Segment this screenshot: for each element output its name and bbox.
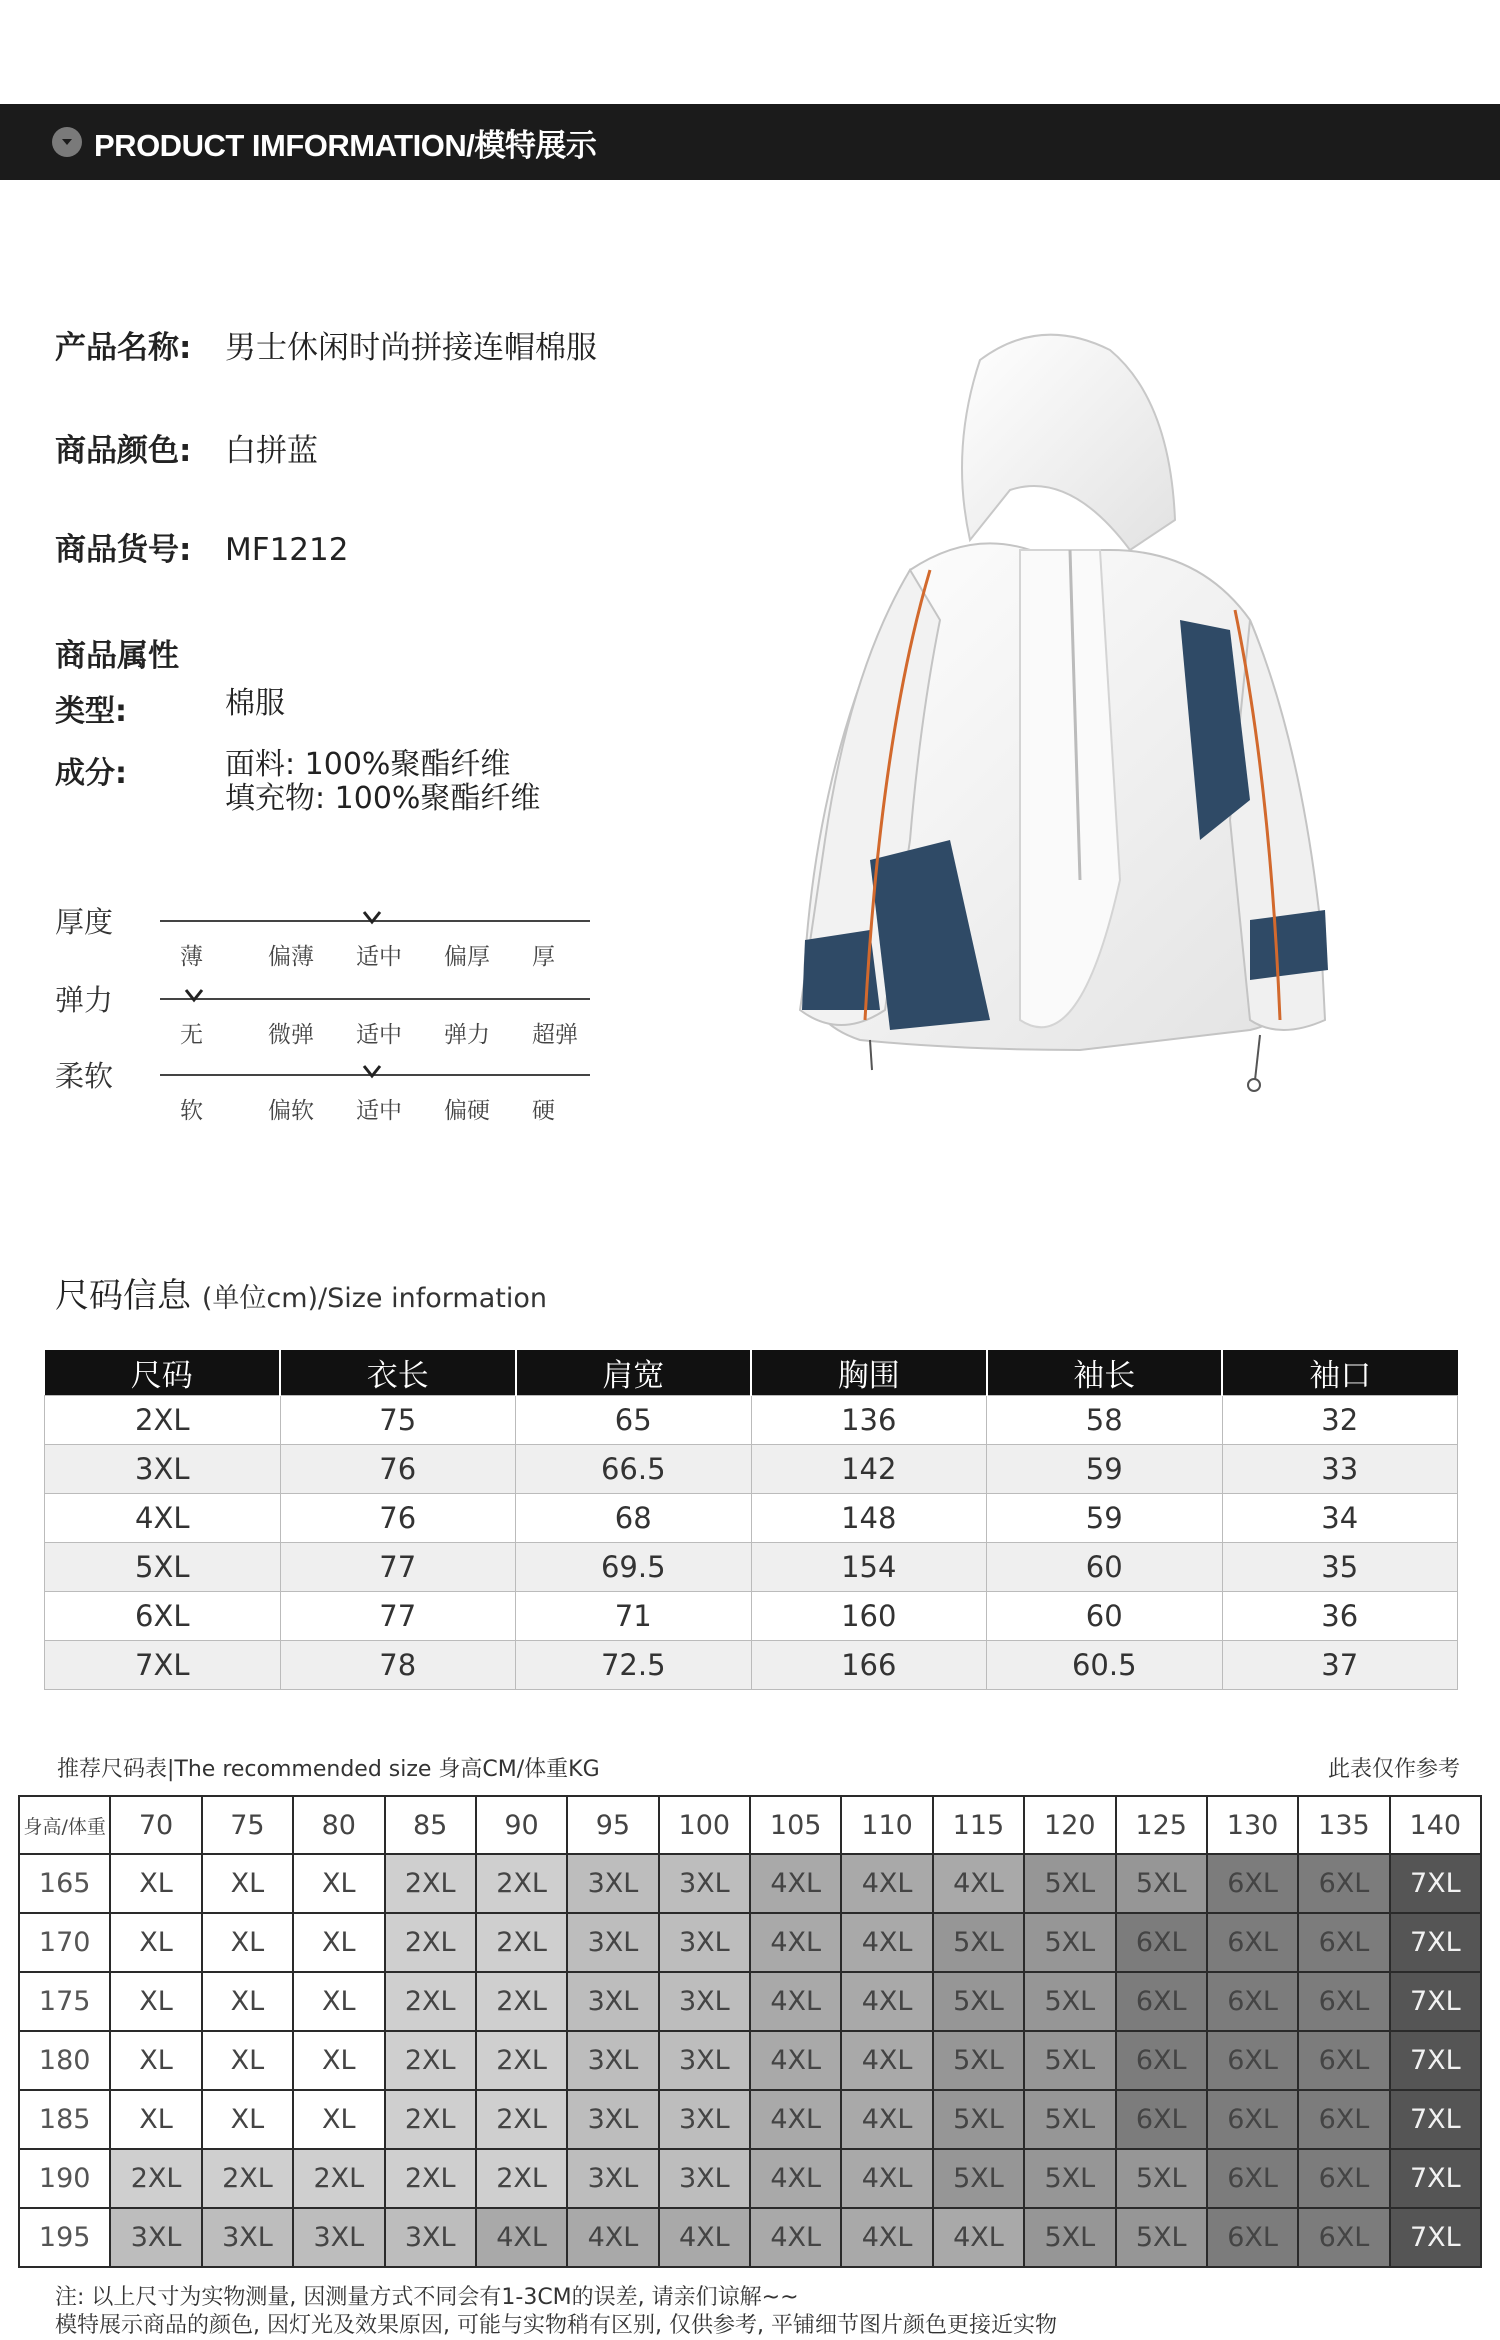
recommended-size-cell: 7XL <box>1390 2208 1481 2267</box>
recommended-size-cell: XL <box>293 1854 384 1913</box>
recommended-size-cell: 7XL <box>1390 2149 1481 2208</box>
size-table-cell: 160 <box>751 1592 987 1641</box>
scale-option: 适中 <box>356 1098 402 1124</box>
recommended-size-cell: 5XL <box>933 1913 1024 1972</box>
recommended-size-cell: 7XL <box>1390 1854 1481 1913</box>
recommended-size-cell: 7XL <box>1390 2090 1481 2149</box>
weight-header: 85 <box>385 1796 476 1854</box>
recommended-size-cell: 6XL <box>1116 2031 1207 2090</box>
recommended-size-cell: 5XL <box>1024 2149 1115 2208</box>
scale-line <box>160 998 590 1000</box>
weight-header: 115 <box>933 1796 1024 1854</box>
recommended-size-cell: 5XL <box>933 2149 1024 2208</box>
elasticity-scale <box>55 978 595 1048</box>
size-col-header: 尺码 <box>45 1350 281 1396</box>
recommended-size-cell: 3XL <box>659 1913 750 1972</box>
height-cell: 175 <box>19 1972 110 2031</box>
recommended-size-cell: 4XL <box>933 1854 1024 1913</box>
recommended-size-cell: 5XL <box>1116 2208 1207 2267</box>
product-attributes-heading: 商品属性 <box>55 638 179 674</box>
composition-filling: 填充物: 100%聚酯纤维 <box>225 781 541 816</box>
size-table-cell: 71 <box>516 1592 752 1641</box>
recommended-size-cell: XL <box>110 1913 201 1972</box>
recommended-size-cell: XL <box>202 1972 293 2031</box>
recommended-size-cell: 4XL <box>476 2208 567 2267</box>
recommended-size-cell: 4XL <box>841 2090 932 2149</box>
product-name-value: 男士休闲时尚拼接连帽棉服 <box>225 330 597 366</box>
size-table-cell: 32 <box>1222 1396 1458 1445</box>
recommended-size-cell: 4XL <box>933 2208 1024 2267</box>
size-table-cell: 59 <box>987 1445 1223 1494</box>
size-table-row <box>45 1396 1458 1445</box>
product-jacket-image <box>780 320 1340 1100</box>
composition-fabric: 面料: 100%聚酯纤维 <box>225 747 511 782</box>
footer-notes <box>55 2284 1057 2340</box>
scale-marker-icon <box>362 910 382 924</box>
product-type-value: 棉服 <box>225 686 285 721</box>
recommended-size-cell: 5XL <box>1024 2031 1115 2090</box>
recommended-row <box>19 1854 1481 1913</box>
scale-option: 微弹 <box>268 1022 314 1048</box>
recommended-size-cell: 4XL <box>750 1854 841 1913</box>
recommended-size-cell: 6XL <box>1298 1972 1389 2031</box>
recommended-size-cell: 4XL <box>750 2208 841 2267</box>
size-table-row <box>45 1641 1458 1690</box>
scale-option: 适中 <box>356 944 402 970</box>
recommended-size-cell: 4XL <box>841 2149 932 2208</box>
recommended-size-cell: 2XL <box>293 2149 384 2208</box>
recommended-size-cell: 2XL <box>476 2031 567 2090</box>
recommended-size-cell: 6XL <box>1298 1913 1389 1972</box>
size-col-header: 衣长 <box>280 1350 516 1396</box>
scale-label: 柔软 <box>55 1059 114 1093</box>
recommended-row <box>19 2090 1481 2149</box>
size-table-cell: 60 <box>987 1592 1223 1641</box>
recommended-size-cell: XL <box>202 2031 293 2090</box>
size-table-cell: 2XL <box>45 1396 281 1445</box>
recommended-size-cell: 3XL <box>567 1913 658 1972</box>
weight-header: 130 <box>1207 1796 1298 1854</box>
recommended-size-cell: 7XL <box>1390 2031 1481 2090</box>
footer-note-1: 注: 以上尺寸为实物测量, 因测量方式不同会有1-3CM的误差, 请亲们谅解~~ <box>55 2285 799 2310</box>
product-sku-value: MF1212 <box>225 532 349 568</box>
scale-option: 偏软 <box>268 1098 314 1124</box>
size-table-cell: 166 <box>751 1641 987 1690</box>
size-table-cell: 77 <box>280 1592 516 1641</box>
size-table-cell: 72.5 <box>516 1641 752 1690</box>
recommended-size-cell: 4XL <box>750 1913 841 1972</box>
size-info-subtitle: (单位cm)/Size information <box>201 1283 547 1314</box>
recommended-size-cell: XL <box>293 1972 384 2031</box>
size-table-row <box>45 1445 1458 1494</box>
recommended-size-cell: 5XL <box>1024 2208 1115 2267</box>
recommended-size-cell: 3XL <box>567 1854 658 1913</box>
scale-option: 偏厚 <box>444 944 490 970</box>
height-cell: 190 <box>19 2149 110 2208</box>
recommended-size-cell: XL <box>293 2031 384 2090</box>
weight-header: 135 <box>1298 1796 1389 1854</box>
recommended-size-cell: 3XL <box>567 2149 658 2208</box>
recommended-size-cell: XL <box>110 1854 201 1913</box>
size-table-cell: 33 <box>1222 1445 1458 1494</box>
recommended-size-cell: 6XL <box>1298 2090 1389 2149</box>
size-table-cell: 59 <box>987 1494 1223 1543</box>
recommended-size-cell: 3XL <box>385 2208 476 2267</box>
size-table <box>44 1350 1458 1690</box>
recommended-size-cell: 3XL <box>567 2090 658 2149</box>
product-type-label: 类型: <box>55 694 127 729</box>
recommended-size-cell: 3XL <box>293 2208 384 2267</box>
size-table-cell: 136 <box>751 1396 987 1445</box>
recommended-size-cell: 4XL <box>750 1972 841 2031</box>
height-cell: 185 <box>19 2090 110 2149</box>
size-table-cell: 60 <box>987 1543 1223 1592</box>
scale-option: 适中 <box>356 1022 402 1048</box>
product-color-label: 商品颜色: <box>55 433 192 469</box>
size-col-header: 袖口 <box>1222 1350 1458 1396</box>
product-type-row <box>55 686 285 730</box>
size-table-cell: 154 <box>751 1543 987 1592</box>
recommended-size-cell: 6XL <box>1207 2149 1298 2208</box>
scale-option: 偏硬 <box>444 1098 490 1124</box>
recommended-size-cell: 3XL <box>659 2090 750 2149</box>
recommended-corner: 身高/体重 <box>19 1796 110 1854</box>
weight-header: 100 <box>659 1796 750 1854</box>
recommended-size-cell: 6XL <box>1298 2149 1389 2208</box>
recommended-size-cell: 6XL <box>1207 1854 1298 1913</box>
recommended-size-cell: 2XL <box>110 2149 201 2208</box>
recommended-size-cell: 4XL <box>841 2031 932 2090</box>
chevron-down-circle-icon <box>52 127 82 157</box>
size-table-cell: 5XL <box>45 1543 281 1592</box>
scale-option: 偏薄 <box>268 944 314 970</box>
size-table-cell: 60.5 <box>987 1641 1223 1690</box>
size-table-cell: 65 <box>516 1396 752 1445</box>
recommended-size-cell: 2XL <box>385 2031 476 2090</box>
height-cell: 180 <box>19 2031 110 2090</box>
size-table-cell: 142 <box>751 1445 987 1494</box>
recommended-row <box>19 1972 1481 2031</box>
scale-option: 薄 <box>180 944 203 970</box>
scale-option: 厚 <box>532 944 555 970</box>
scale-option: 无 <box>180 1022 203 1048</box>
recommended-row <box>19 2208 1481 2267</box>
weight-header: 110 <box>841 1796 932 1854</box>
recommended-size-cell: XL <box>110 2090 201 2149</box>
scale-option: 弹力 <box>444 1022 490 1048</box>
size-table-cell: 76 <box>280 1494 516 1543</box>
recommended-size-cell: 7XL <box>1390 1972 1481 2031</box>
recommended-size-cell: 4XL <box>750 2031 841 2090</box>
scale-label: 厚度 <box>55 905 114 939</box>
recommended-size-cell: 6XL <box>1207 2090 1298 2149</box>
recommended-size-cell: 4XL <box>841 1972 932 2031</box>
size-table-cell: 148 <box>751 1494 987 1543</box>
weight-header: 105 <box>750 1796 841 1854</box>
weight-header: 75 <box>202 1796 293 1854</box>
recommended-row <box>19 1913 1481 1972</box>
recommended-size-cell: 3XL <box>659 1854 750 1913</box>
recommended-size-cell: 3XL <box>567 1972 658 2031</box>
recommended-size-cell: 6XL <box>1207 2208 1298 2267</box>
weight-header: 140 <box>1390 1796 1481 1854</box>
size-table-cell: 69.5 <box>516 1543 752 1592</box>
recommended-size-cell: 4XL <box>841 2208 932 2267</box>
recommended-size-cell: 5XL <box>1024 1854 1115 1913</box>
recommended-size-cell: 3XL <box>659 1972 750 2031</box>
recommended-size-cell: 2XL <box>385 2090 476 2149</box>
size-col-header: 胸围 <box>751 1350 987 1396</box>
recommended-size-cell: 2XL <box>476 1972 567 2031</box>
size-table-cell: 6XL <box>45 1592 281 1641</box>
recommended-size-cell: 6XL <box>1298 2031 1389 2090</box>
size-table-row <box>45 1592 1458 1641</box>
weight-header: 80 <box>293 1796 384 1854</box>
recommended-size-cell: XL <box>110 2031 201 2090</box>
recommended-size-cell: 3XL <box>659 2149 750 2208</box>
recommended-size-cell: 4XL <box>750 2090 841 2149</box>
recommended-size-cell: 2XL <box>385 1972 476 2031</box>
product-color-value: 白拼蓝 <box>225 433 318 469</box>
recommended-size-cell: 3XL <box>659 2031 750 2090</box>
size-table-cell: 68 <box>516 1494 752 1543</box>
weight-header: 125 <box>1116 1796 1207 1854</box>
recommended-size-cell: 6XL <box>1116 2090 1207 2149</box>
product-name-label: 产品名称: <box>55 330 192 366</box>
recommended-size-cell: 2XL <box>385 1854 476 1913</box>
recommended-size-cell: 5XL <box>933 2090 1024 2149</box>
recommended-size-cell: XL <box>202 1854 293 1913</box>
size-table-cell: 34 <box>1222 1494 1458 1543</box>
section-title: PRODUCT IMFORMATION/模特展示 <box>94 127 597 163</box>
weight-header: 70 <box>110 1796 201 1854</box>
recommended-size-cell: 2XL <box>385 2149 476 2208</box>
size-table-cell: 36 <box>1222 1592 1458 1641</box>
recommended-size-cell: 4XL <box>750 2149 841 2208</box>
thickness-scale <box>55 900 595 970</box>
recommended-size-cell: 5XL <box>1116 2149 1207 2208</box>
height-cell: 170 <box>19 1913 110 1972</box>
recommended-size-cell: 6XL <box>1207 1972 1298 2031</box>
section-header <box>0 104 1500 180</box>
product-name-row <box>55 322 597 367</box>
size-table-cell: 75 <box>280 1396 516 1445</box>
recommended-size-cell: XL <box>202 1913 293 1972</box>
recommended-size-cell: 6XL <box>1116 1913 1207 1972</box>
weight-header: 90 <box>476 1796 567 1854</box>
size-table-cell: 76 <box>280 1445 516 1494</box>
weight-header: 120 <box>1024 1796 1115 1854</box>
scale-marker-icon <box>362 1064 382 1078</box>
recommended-size-cell: 6XL <box>1207 2031 1298 2090</box>
recommended-size-cell: 2XL <box>476 2090 567 2149</box>
size-table-cell: 4XL <box>45 1494 281 1543</box>
recommended-size-cell: XL <box>293 1913 384 1972</box>
scale-option: 软 <box>180 1098 203 1124</box>
recommended-title: 推荐尺码表|The recommended size 身高CM/体重KG <box>57 1757 600 1782</box>
recommended-size-cell: 4XL <box>659 2208 750 2267</box>
recommended-size-cell: 6XL <box>1116 1972 1207 2031</box>
recommended-row <box>19 2149 1481 2208</box>
recommended-header-row <box>19 1796 1481 1854</box>
height-cell: 195 <box>19 2208 110 2267</box>
product-sku-label: 商品货号: <box>55 532 192 568</box>
recommended-size-cell: 5XL <box>1024 1972 1115 2031</box>
recommended-size-cell: 4XL <box>841 1854 932 1913</box>
size-table-cell: 66.5 <box>516 1445 752 1494</box>
recommended-size-cell: 4XL <box>567 2208 658 2267</box>
recommended-row <box>19 2031 1481 2090</box>
height-cell: 165 <box>19 1854 110 1913</box>
size-table-cell: 77 <box>280 1543 516 1592</box>
size-info-title-text: 尺码信息 <box>55 1276 191 1316</box>
size-table-row <box>45 1494 1458 1543</box>
size-table-cell: 58 <box>987 1396 1223 1445</box>
scale-marker-icon <box>184 988 204 1002</box>
recommended-size-cell: XL <box>110 1972 201 2031</box>
recommended-size-cell: 6XL <box>1298 2208 1389 2267</box>
recommended-note: 此表仅作参考 <box>1327 1757 1460 1782</box>
recommended-size-cell: 2XL <box>476 1854 567 1913</box>
recommended-size-cell: 2XL <box>476 1913 567 1972</box>
recommended-size-cell: 5XL <box>1116 1854 1207 1913</box>
recommended-size-cell: 2XL <box>202 2149 293 2208</box>
recommended-size-cell: 5XL <box>933 2031 1024 2090</box>
product-composition-row <box>55 748 540 816</box>
recommended-size-cell: XL <box>202 2090 293 2149</box>
recommended-size-cell: 5XL <box>1024 1913 1115 1972</box>
size-table-cell: 7XL <box>45 1641 281 1690</box>
size-table-row <box>45 1543 1458 1592</box>
recommended-size-cell: 5XL <box>1024 2090 1115 2149</box>
recommended-size-cell: 5XL <box>933 1972 1024 2031</box>
recommended-size-cell: 3XL <box>202 2208 293 2267</box>
size-info-title <box>55 1268 547 1317</box>
recommended-size-cell: 6XL <box>1207 1913 1298 1972</box>
product-sku-row <box>55 524 348 569</box>
size-table-cell: 37 <box>1222 1641 1458 1690</box>
size-table-cell: 3XL <box>45 1445 281 1494</box>
recommended-size-table <box>18 1795 1482 2268</box>
size-table-cell: 78 <box>280 1641 516 1690</box>
recommended-size-cell: XL <box>293 2090 384 2149</box>
size-table-cell: 35 <box>1222 1543 1458 1592</box>
softness-scale <box>55 1054 595 1124</box>
scale-option: 超弹 <box>532 1022 578 1048</box>
recommended-size-cell: 3XL <box>567 2031 658 2090</box>
scale-label: 弹力 <box>55 983 114 1017</box>
recommended-size-cell: 2XL <box>385 1913 476 1972</box>
size-col-header: 袖长 <box>987 1350 1223 1396</box>
recommended-size-cell: 3XL <box>110 2208 201 2267</box>
recommended-size-cell: 7XL <box>1390 1913 1481 1972</box>
size-col-header: 肩宽 <box>516 1350 752 1396</box>
size-table-header <box>45 1350 1458 1396</box>
product-color-row <box>55 425 318 470</box>
scale-option: 硬 <box>532 1098 555 1124</box>
recommended-size-cell: 6XL <box>1298 1854 1389 1913</box>
recommended-size-cell: 4XL <box>841 1913 932 1972</box>
weight-header: 95 <box>567 1796 658 1854</box>
footer-note-2: 模特展示商品的颜色, 因灯光及效果原因, 可能与实物稍有区别, 仅供参考, 平铺细节图片颜色更接近实物 <box>55 2313 1057 2338</box>
recommended-size-cell: 2XL <box>476 2149 567 2208</box>
product-composition-label: 成分: <box>55 756 127 791</box>
